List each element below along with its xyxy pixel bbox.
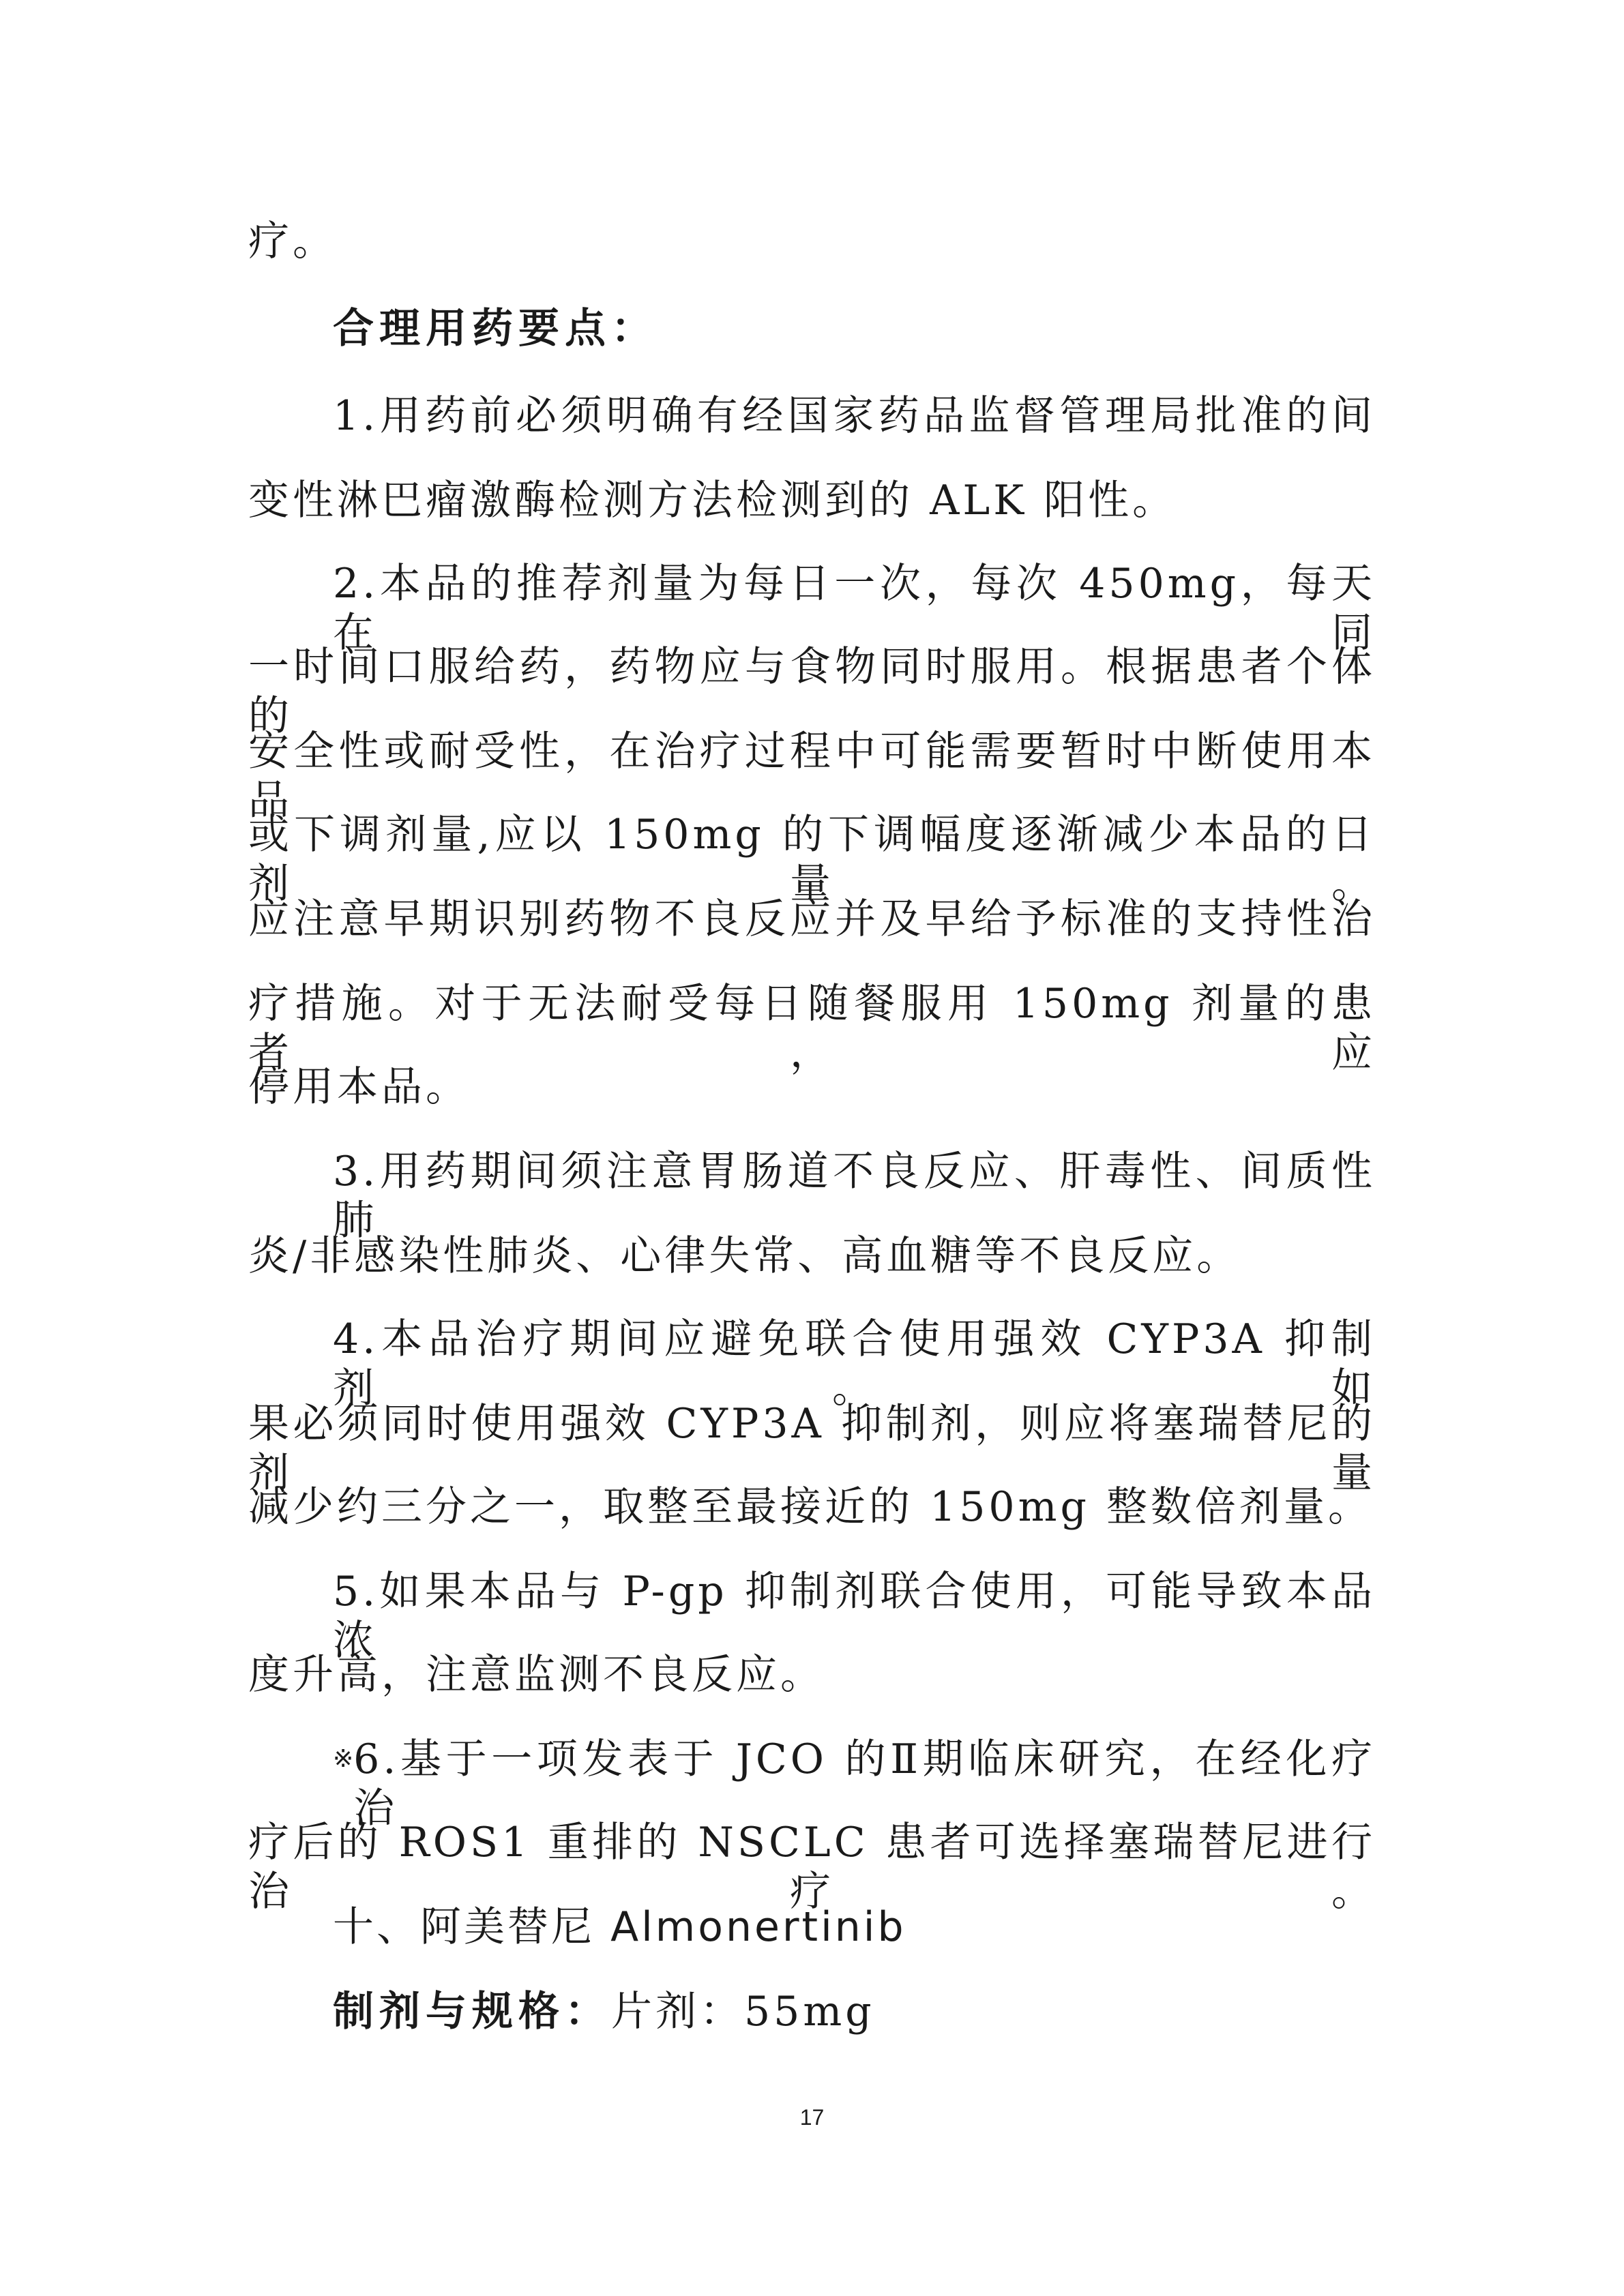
reference-mark: ※ — [333, 1745, 354, 1773]
point-3-line-1: 3.用药期间须注意胃肠道不良反应、肝毒性、间质性肺 — [333, 1148, 1376, 1244]
point-2-line-2: 一时间口服给药，药物应与食物同时服用。根据患者个体的 — [248, 643, 1376, 740]
point-2-line-3: 安全性或耐受性，在治疗过程中可能需要暂时中断使用本品 — [248, 728, 1376, 824]
point-4-line-1: 4.本品治疗期间应避免联合使用强效 CYP3A 抑制剂。如 — [333, 1315, 1376, 1412]
point-1-line-1: 1.用药前必须明确有经国家药品监督管理局批准的间 — [333, 392, 1376, 440]
point-3-line-2: 炎/非感染性肺炎、心律失常、高血糖等不良反应。 — [248, 1232, 1241, 1280]
formulation-value: 片剂：55mg — [611, 1988, 875, 2036]
point-5-line-1: 5.如果本品与 P-gp 抑制剂联合使用，可能导致本品浓 — [333, 1568, 1376, 1665]
point-2-line-4: 或下调剂量,应以 150mg 的下调幅度逐渐减少本品的日剂量。 — [248, 811, 1376, 908]
point-4-line-3: 减少约三分之一，取整至最接近的 150mg 整数倍剂量。 — [248, 1483, 1372, 1531]
point-1-line-2: 变性淋巴瘤激酶检测方法检测到的 ALK 阳性。 — [248, 477, 1177, 524]
point-5-line-2: 度升高，注意监测不良反应。 — [248, 1651, 825, 1699]
page-number: 17 — [799, 2105, 825, 2130]
drug-heading: 十、阿美替尼 Almonertinib — [333, 1903, 906, 1951]
point-6-line-1: 6.基于一项发表于 JCO 的Ⅱ期临床研究，在经化疗治 — [353, 1735, 1376, 1832]
point-2-line-7: 停用本品。 — [248, 1063, 470, 1111]
point-2-line-5: 应注意早期识别药物不良反应并及早给予标准的支持性治 — [248, 895, 1376, 943]
continuation-text: 疗。 — [248, 218, 337, 265]
point-4-line-2: 果必须同时使用强效 CYP3A 抑制剂，则应将塞瑞替尼的剂量 — [248, 1400, 1376, 1497]
formulation-label: 制剂与规格： — [333, 1988, 611, 2036]
usage-heading: 合理用药要点： — [333, 305, 658, 353]
formulation-line — [0, 1987, 1624, 2036]
point-2-line-1: 2.本品的推荐剂量为每日一次，每次 450mg，每天在同 — [333, 560, 1376, 657]
point-6-line-2: 疗后的 ROS1 重排的 NSCLC 患者可选择塞瑞替尼进行治疗。 — [248, 1819, 1376, 1915]
point-2-line-6: 疗措施。对于无法耐受每日随餐服用 150mg 剂量的患者，应 — [248, 980, 1376, 1077]
